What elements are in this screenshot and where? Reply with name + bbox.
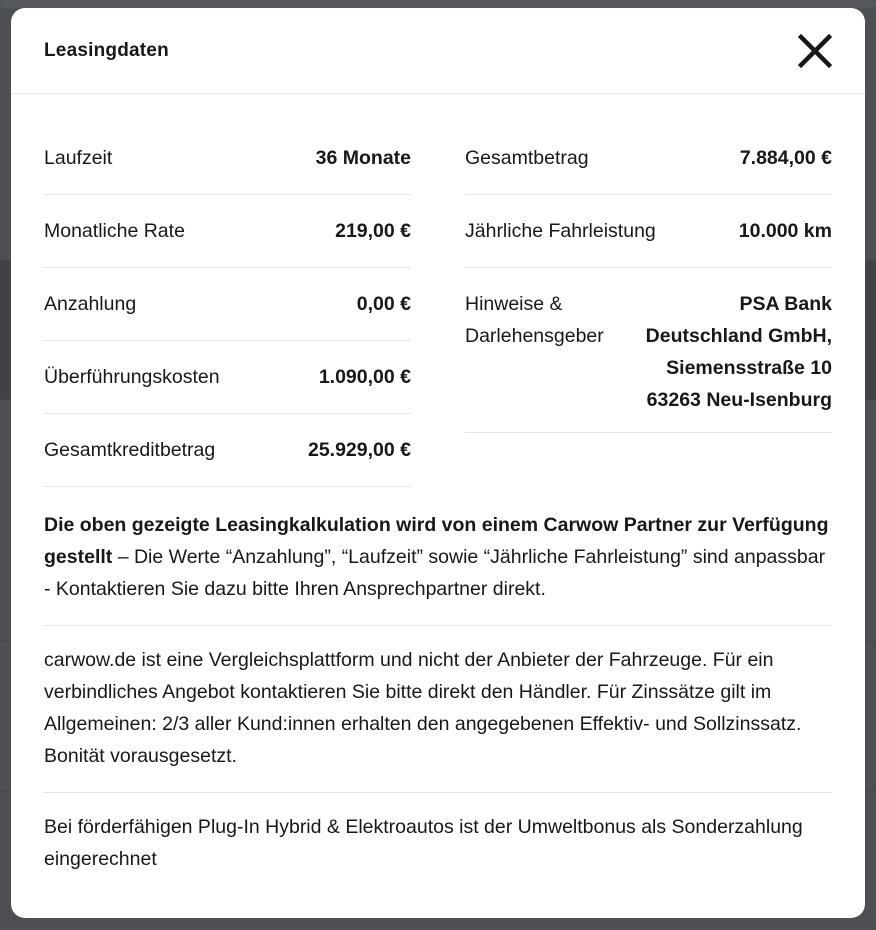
disclaimer-umweltbonus: Bei förderfähigen Plug-In Hybrid & Elektroautos ist der Umweltbonus als Sonderzahlung eingerechnet — [44, 816, 803, 870]
row-value: 0,00 € — [356, 293, 411, 315]
leasing-modal — [11, 8, 865, 918]
leasing-row-gesamtbetrag — [465, 126, 832, 195]
leasing-table — [44, 126, 832, 487]
row-value: 7.884,00 € — [739, 147, 832, 169]
row-label: Jährliche Fahrleistung — [465, 220, 656, 242]
modal-header — [11, 8, 865, 94]
row-label: Gesamtkreditbetrag — [44, 439, 216, 461]
disclaimer-bold: Die oben gezeigte Leasingkalkulation wird von einem Carwow Partner zur Verfügung gestellt — [44, 514, 829, 568]
row-label: Laufzeit — [44, 147, 113, 169]
row-label: Überführungskosten — [44, 366, 220, 388]
disclaimer-leasing-partner — [44, 509, 832, 626]
leasing-row-monatliche-rate — [44, 195, 411, 268]
row-value: PSA Bank Deutschland GmbH, Siemensstraße 10 63263 Neu-Isenburg — [645, 293, 832, 411]
row-label: Hinweise & Darlehensgeber — [465, 293, 604, 347]
leasing-column-left — [44, 126, 411, 487]
close-icon — [798, 34, 832, 68]
disclaimer-platform: carwow.de ist eine Vergleichsplattform und nicht der Anbieter der Fahrzeuge. Für ein verbindliches Angebot kontaktieren Sie bitte direkt den Händler. Für Zinssätze gilt im Allgemeinen: 2/3 aller Kund:innen erhalten den angegebenen Effektiv- und Sollzinssatz. Bonität vorausgesetzt. — [44, 644, 832, 793]
leasing-column-right — [465, 126, 832, 487]
leasing-row-ueberfuehrungskosten — [44, 341, 411, 414]
leasing-row-jaehrliche-fahrleistung — [465, 195, 832, 268]
row-value: 36 Monate — [315, 147, 411, 169]
close-button[interactable] — [795, 31, 835, 71]
row-value: 25.929,00 € — [307, 439, 411, 461]
disclaimer-text: – Die Werte “Anzahlung”, “Laufzeit” sowie “Jährliche Fahrleistung” sind anpassbar - Kontaktieren Sie dazu bitte Ihren Ansprechpartner direkt. — [44, 546, 826, 600]
row-label: Gesamtbetrag — [465, 147, 589, 169]
row-value: 1.090,00 € — [318, 366, 411, 388]
modal-title: Leasingdaten — [44, 39, 169, 61]
leasing-row-laufzeit — [44, 126, 411, 195]
row-value: 10.000 km — [738, 220, 832, 242]
modal-body — [11, 94, 865, 875]
row-label: Anzahlung — [44, 293, 137, 315]
row-value: 219,00 € — [335, 220, 411, 242]
leasing-row-gesamtkreditbetrag — [44, 414, 411, 487]
leasing-row-anzahlung — [44, 268, 411, 341]
leasing-row-darlehensgeber — [465, 268, 832, 433]
row-label: Monatliche Rate — [44, 220, 185, 242]
